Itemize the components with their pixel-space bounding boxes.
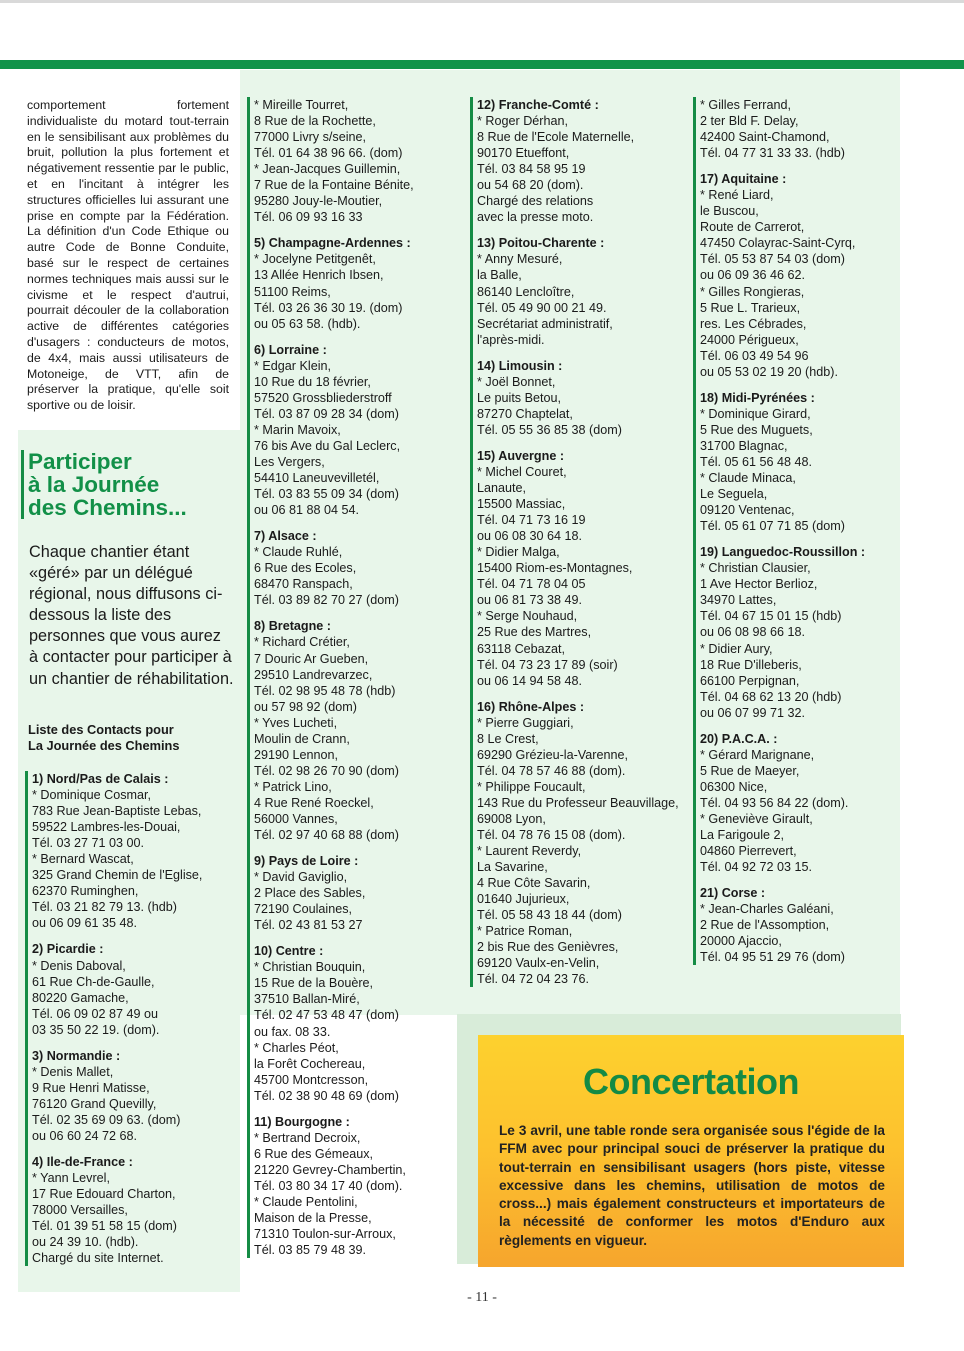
contact-line: 7 Douric Ar Gueben, bbox=[254, 651, 369, 666]
contact-section bbox=[254, 1114, 468, 1258]
contact-line: 2 Rue de l'Assomption, bbox=[700, 918, 830, 933]
contact-line: ou 06 08 98 66 18. bbox=[700, 625, 806, 640]
contact-line: Tél. 04 78 57 46 88 (dom). bbox=[477, 763, 626, 778]
contact-line: * Edgar Klein, bbox=[254, 358, 332, 373]
contact-line: ou 06 81 73 38 49. bbox=[477, 593, 583, 608]
contact-line: Tél. 03 80 34 17 40 (dom). bbox=[254, 1178, 403, 1193]
region-heading: 17) Aquitaine : bbox=[700, 172, 787, 187]
contact-section bbox=[254, 618, 468, 843]
contact-line: 5 Rue des Muguets, bbox=[700, 422, 813, 437]
contact-line: La Farigoule 2, bbox=[700, 828, 785, 843]
contact-line: Tél. 05 55 36 85 38 (dom) bbox=[477, 422, 622, 437]
contact-line: 62370 Ruminghen, bbox=[32, 884, 139, 899]
contact-line: Tél. 03 89 82 70 27 (dom) bbox=[254, 593, 399, 608]
region-heading: 2) Picardie : bbox=[32, 942, 104, 957]
contacts-column-4 bbox=[693, 97, 905, 965]
contact-line: * Claude Pentolini, bbox=[254, 1195, 358, 1209]
region-heading: 12) Franche-Comté : bbox=[477, 98, 599, 112]
contact-line: ou 06 08 30 64 18. bbox=[477, 529, 583, 544]
contact-section bbox=[477, 448, 692, 689]
contact-line: * Didier Malga, bbox=[477, 545, 560, 560]
contact-line: 06300 Nice, bbox=[700, 779, 768, 794]
contact-line: le Buscou, bbox=[700, 204, 759, 219]
contact-line: Tél. 03 87 09 28 34 (dom) bbox=[254, 406, 399, 421]
contact-line: * David Gaviglio, bbox=[254, 870, 348, 885]
contact-line: * Joël Bonnet, bbox=[477, 374, 556, 389]
contact-line: Tél. 04 71 73 16 19 bbox=[477, 513, 586, 528]
contact-line: 6 Rue des Gémeaux, bbox=[254, 1146, 374, 1161]
contact-line: * Yves Lucheti, bbox=[254, 715, 338, 730]
contact-line: 13 Allée Henrich Ibsen, bbox=[254, 268, 384, 283]
contact-line: * Roger Dérhan, bbox=[477, 114, 569, 129]
contact-line: 7 Rue de la Fontaine Bénite, bbox=[254, 178, 414, 193]
contact-line: 03 35 50 22 19. (dom). bbox=[32, 1022, 160, 1037]
participer-heading-line: Participer bbox=[28, 449, 132, 474]
concertation-title: Concertation bbox=[582, 1061, 799, 1102]
contact-line: ou 06 09 36 46 62. bbox=[700, 268, 806, 283]
participer-heading-line: à la Journée bbox=[28, 472, 160, 497]
concertation-box bbox=[478, 1035, 904, 1267]
contact-line: Tél. 05 53 87 54 03 (dom) bbox=[700, 252, 845, 267]
contact-section bbox=[477, 358, 692, 438]
region-heading: 20) P.A.C.A. : bbox=[700, 731, 778, 746]
contact-line: 4 Rue Côte Savarin, bbox=[477, 876, 591, 891]
contact-line: Secrétariat administratif, bbox=[477, 316, 613, 331]
contacts-list-title-line: Liste des Contacts pour bbox=[28, 722, 174, 737]
contact-line: * Charles Péot, bbox=[254, 1040, 339, 1055]
contact-line: 86140 Lencloître, bbox=[477, 284, 575, 299]
contact-line: 25 Rue des Martres, bbox=[477, 625, 592, 640]
contact-line: 8 Rue de la Rochette, bbox=[254, 114, 376, 129]
contact-line: * Anny Mesuré, bbox=[477, 252, 563, 267]
contact-section bbox=[254, 943, 468, 1103]
contacts-column-1 bbox=[25, 771, 242, 1266]
contact-section bbox=[32, 941, 242, 1037]
contact-line: 47450 Colayrac-Saint-Cyrq, bbox=[700, 236, 856, 251]
contact-line: 4 Rue René Roeckel, bbox=[254, 795, 374, 810]
contact-line: la Balle, bbox=[477, 268, 522, 283]
contact-line: ou 54 68 20 (dom). bbox=[477, 178, 584, 193]
region-heading: 5) Champagne-Ardennes : bbox=[254, 236, 411, 251]
contact-line: ou 57 98 92 (dom) bbox=[254, 699, 357, 714]
contact-line: Tél. 01 64 38 96 66. (dom) bbox=[254, 146, 403, 161]
region-heading: 16) Rhône-Alpes : bbox=[477, 699, 585, 714]
contact-line: 87270 Chaptelat, bbox=[477, 406, 573, 421]
contact-section bbox=[254, 528, 468, 608]
contact-section bbox=[32, 1154, 242, 1266]
contact-line: ou 05 63 58. (hdb). bbox=[254, 316, 361, 331]
contact-section bbox=[254, 235, 468, 331]
contact-line: 90170 Etueffont, bbox=[477, 146, 570, 161]
contact-line: 61 Rue Ch-de-Gaulle, bbox=[32, 974, 155, 989]
contact-line: * Dominique Cosmar, bbox=[32, 788, 151, 803]
contact-line: 51100 Reims, bbox=[254, 284, 331, 299]
contact-line: 69120 Vaulx-en-Velin, bbox=[477, 956, 600, 971]
contact-line: * Marin Mavoix, bbox=[254, 422, 341, 437]
contact-section bbox=[700, 731, 905, 875]
contact-line: * Jean-Jacques Guillemin, bbox=[254, 162, 401, 177]
contact-line: 15 Rue de la Bouère, bbox=[254, 976, 374, 991]
contact-section bbox=[32, 771, 242, 931]
contacts-list-title bbox=[28, 722, 228, 754]
contact-line: * Gilles Rongieras, bbox=[700, 284, 805, 299]
contact-line: 783 Rue Jean-Baptiste Lebas, bbox=[32, 804, 202, 819]
contact-line: ou 24 39 10. (hdb). bbox=[32, 1235, 139, 1250]
region-heading: 8) Bretagne : bbox=[254, 619, 331, 634]
contact-line: 56000 Vannes, bbox=[254, 811, 338, 826]
region-heading: 15) Auvergne : bbox=[477, 448, 565, 463]
contact-line: l'après-midi. bbox=[477, 332, 545, 347]
contact-section bbox=[254, 853, 468, 933]
contact-line: 10 Rue du 18 février, bbox=[254, 374, 371, 389]
contact-line: Les Vergers, bbox=[254, 454, 325, 469]
region-heading: 7) Alsace : bbox=[254, 529, 317, 544]
contact-line: 95280 Jouy-le-Moutier, bbox=[254, 194, 383, 209]
contact-line: * Patrick Lino, bbox=[254, 779, 332, 794]
contact-line: 77000 Livry s/seine, bbox=[254, 130, 367, 145]
contact-line: 54410 Laneuvevilletél, bbox=[254, 471, 380, 486]
contact-line: Tél. 02 98 95 48 78 (hdb) bbox=[254, 683, 396, 698]
contact-line: ou fax. 08 33. bbox=[254, 1024, 331, 1039]
contact-section bbox=[32, 1048, 242, 1144]
contact-line: Tél. 04 67 15 01 15 (hdb) bbox=[700, 609, 842, 624]
contact-line: 68470 Ranspach, bbox=[254, 577, 353, 592]
contact-line: * Christian Bouquin, bbox=[254, 960, 366, 975]
contact-line: * Dominique Girard, bbox=[700, 406, 811, 421]
contact-line: 01640 Jujurieux, bbox=[477, 892, 570, 907]
contact-line: * Patrice Roman, bbox=[477, 924, 573, 939]
contact-line: * Mireille Tourret, bbox=[254, 98, 349, 112]
region-heading: 1) Nord/Pas de Calais : bbox=[32, 772, 169, 786]
contact-line: * Laurent Reverdy, bbox=[477, 844, 582, 859]
contact-line: ou 06 14 94 58 48. bbox=[477, 673, 583, 688]
contact-line: 29190 Lennon, bbox=[254, 747, 339, 762]
contact-line: 5 Rue L. Trarieux, bbox=[700, 300, 801, 315]
contact-line: Tél. 02 38 90 48 69 (dom) bbox=[254, 1088, 399, 1103]
contact-line: Tél. 02 47 53 48 47 (dom) bbox=[254, 1008, 399, 1023]
contact-line: la Forêt Cochereau, bbox=[254, 1056, 366, 1071]
contact-line: 76120 Grand Quevilly, bbox=[32, 1096, 157, 1111]
contact-line: Tél. 04 68 62 13 20 (hdb) bbox=[700, 689, 842, 704]
contact-line: 9 Rue Henri Matisse, bbox=[32, 1080, 150, 1095]
contact-line: 37510 Ballan-Miré, bbox=[254, 992, 360, 1007]
contact-section bbox=[700, 171, 905, 380]
contact-line: Tél. 02 97 40 68 88 (dom) bbox=[254, 828, 399, 843]
contact-line: 04860 Pierrevert, bbox=[700, 844, 797, 859]
top-green-bar bbox=[0, 60, 964, 69]
contact-line: 1 Ave Hector Berlioz, bbox=[700, 577, 818, 592]
participer-body: Chaque chantier étant «géré» par un délégué régional, nous diffusons ci-dessous la liste des personnes que vous aurez à contacter pour participer à un chantier de réhabilitation. bbox=[29, 543, 234, 688]
contact-line: Tél. 03 27 71 03 00. bbox=[32, 836, 145, 851]
contact-line: 42400 Saint-Chamond, bbox=[700, 130, 830, 145]
contact-line: * Claude Ruhlé, bbox=[254, 545, 343, 560]
contact-line: 29510 Landrevarzec, bbox=[254, 667, 373, 682]
contact-section bbox=[477, 97, 692, 225]
contact-line: ou 06 60 24 72 68. bbox=[32, 1128, 138, 1143]
contact-line: 71310 Toulon-sur-Arroux, bbox=[254, 1227, 396, 1242]
region-heading: 9) Pays de Loire : bbox=[254, 854, 359, 869]
contact-line: Tél. 01 39 51 58 15 (dom) bbox=[32, 1219, 177, 1234]
contact-line: 8 Rue de l'Ecole Maternelle, bbox=[477, 130, 635, 145]
contact-line: 15400 Riom-es-Montagnes, bbox=[477, 561, 633, 576]
contact-line: 143 Rue du Professeur Beauvillage, bbox=[477, 795, 679, 810]
contact-line: ou 06 81 88 04 54. bbox=[254, 503, 360, 518]
contact-line: 09120 Ventenac, bbox=[700, 503, 795, 518]
contact-line: 20000 Ajaccio, bbox=[700, 934, 782, 949]
contact-line: Tél. 04 95 51 29 76 (dom) bbox=[700, 950, 845, 965]
contact-line: Tél. 05 58 43 18 44 (dom) bbox=[477, 908, 622, 923]
contact-line: 6 Rue des Ecoles, bbox=[254, 561, 357, 576]
contact-line: Tél. 04 72 04 23 76. bbox=[477, 972, 590, 987]
contact-line: Route de Carrerot, bbox=[700, 220, 805, 235]
contact-line: 63118 Cebazat, bbox=[477, 641, 565, 656]
contact-line: Tél. 06 09 93 16 33 bbox=[254, 210, 363, 225]
contact-line: 325 Grand Chemin de l'Eglise, bbox=[32, 868, 203, 883]
region-heading: 11) Bourgogne : bbox=[254, 1114, 350, 1129]
contact-line: * Geneviève Girault, bbox=[700, 811, 813, 826]
contact-line: Le Seguela, bbox=[700, 487, 768, 502]
contact-line: ou 06 09 61 35 48. bbox=[32, 916, 138, 931]
contact-line: Tél. 03 83 55 09 34 (dom) bbox=[254, 487, 399, 502]
region-heading: 4) Ile-de-France : bbox=[32, 1155, 133, 1170]
contact-line: 69290 Grézieu-la-Varenne, bbox=[477, 747, 628, 762]
contact-line: 76 bis Ave du Gal Leclerc, bbox=[254, 438, 401, 453]
contact-line: 5 Rue de Maeyer, bbox=[700, 763, 800, 778]
contact-line: 8 Le Crest, bbox=[477, 731, 539, 746]
contact-section bbox=[254, 342, 468, 519]
contact-section bbox=[700, 544, 905, 721]
contact-line: res. Les Cébrades, bbox=[700, 316, 807, 331]
contact-line: Tél. 03 84 58 95 19 bbox=[477, 162, 586, 177]
region-heading: 19) Languedoc-Roussillon : bbox=[700, 545, 866, 560]
contact-section bbox=[700, 97, 905, 161]
contact-line: 2 ter Bld F. Delay, bbox=[700, 114, 799, 129]
contact-line: Tél. 04 78 76 15 08 (dom). bbox=[477, 828, 626, 843]
contact-line: 24000 Périgueux, bbox=[700, 332, 799, 347]
contact-line: 45700 Montcresson, bbox=[254, 1072, 369, 1087]
contact-line: * Claude Minaca, bbox=[700, 471, 796, 486]
contact-line: La Savarine, bbox=[477, 860, 548, 875]
contact-line: Le puits Betou, bbox=[477, 390, 562, 405]
contact-line: Tél. 04 93 56 84 22 (dom). bbox=[700, 795, 849, 810]
top-edge-line bbox=[0, 0, 964, 3]
region-heading: 13) Poitou-Charente : bbox=[477, 236, 605, 251]
contact-line: 69008 Lyon, bbox=[477, 811, 546, 826]
contact-line: avec la presse moto. bbox=[477, 210, 594, 225]
contact-line: 17 Rue Edouard Charton, bbox=[32, 1187, 176, 1202]
contact-line: * Philippe Foucault, bbox=[477, 779, 586, 794]
contact-line: Tél. 02 35 69 09 63. (dom) bbox=[32, 1112, 181, 1127]
contact-line: Tél. 04 71 78 04 05 bbox=[477, 577, 586, 592]
contact-line: Tél. 06 09 02 87 49 ou bbox=[32, 1006, 159, 1021]
contact-line: 15500 Massiac, bbox=[477, 497, 566, 512]
contacts-list-title-line: La Journée des Chemins bbox=[28, 738, 180, 753]
contact-line: 31700 Blagnac, bbox=[700, 438, 788, 453]
contact-line: * Yann Levrel, bbox=[32, 1171, 110, 1186]
contact-line: 2 Place des Sables, bbox=[254, 886, 366, 901]
contact-line: 57520 Grossbliederstroff bbox=[254, 390, 392, 405]
region-heading: 10) Centre : bbox=[254, 944, 324, 959]
contact-line: ou 06 07 99 71 32. bbox=[700, 705, 806, 720]
region-heading: 18) Midi-Pyrénées : bbox=[700, 390, 815, 405]
contact-line: * Richard Crétier, bbox=[254, 635, 350, 650]
contact-line: Tél. 06 03 49 54 96 bbox=[700, 348, 809, 363]
contact-line: 78000 Versailles, bbox=[32, 1203, 128, 1218]
intro-paragraph: comportement fortement individualiste du motard tout-terrain en le sensibilisant aux problèmes du bruit, pollution la plus fortement et négativement ressentie par le public, et en l'incitant à intégrer les structures officielles lui assurant une prise en compte par la Fédération. La définition d'un Code Ethique ou autre Code de Bonne Conduite, basé sur le respect de certaines normes techniques mais aussi sur le civisme et le respect d'autrui, pourrait découler de la collaboration active de différentes catégories d'usagers : conducteurs de motos, de 4x4, mais aussi utilisateurs de Motoneige, de VTT, afin de préserver la pratique, qu'elle soit sportive ou de loisir. bbox=[27, 98, 229, 413]
page-number: - 11 - bbox=[467, 1290, 497, 1305]
contact-line: 66100 Perpignan, bbox=[700, 673, 800, 688]
contact-line: * Christian Clausier, bbox=[700, 561, 811, 576]
contact-line: Tél. 04 73 23 17 89 (soir) bbox=[477, 657, 618, 672]
contact-line: ou 05 53 02 19 20 (hdb). bbox=[700, 364, 838, 379]
contact-line: Tél. 02 98 26 70 90 (dom) bbox=[254, 763, 399, 778]
contact-section bbox=[700, 885, 905, 965]
contact-line: * Bertrand Decroix, bbox=[254, 1130, 361, 1145]
contact-line: * Gérard Marignane, bbox=[700, 747, 815, 762]
contact-section bbox=[254, 97, 468, 225]
contact-line: * René Liard, bbox=[700, 188, 774, 203]
contact-line: Tél. 03 21 82 79 13. (hdb) bbox=[32, 900, 177, 915]
contact-line: Moulin de Crann, bbox=[254, 731, 350, 746]
contact-line: Tél. 03 26 36 30 19. (dom) bbox=[254, 300, 403, 315]
contact-line: * Didier Aury, bbox=[700, 641, 773, 656]
region-heading: 3) Normandie : bbox=[32, 1048, 121, 1063]
contact-line: Tél. 04 77 31 33 33. (hdb) bbox=[700, 146, 845, 161]
contact-line: 72190 Coulaines, bbox=[254, 902, 353, 917]
concertation-text: Le 3 avril, une table ronde sera organisée sous l'égide de la FFM avec pour principal souci de préserver la pratique du tout-terrain en sensibilisant usagers (hors piste, vitesse excessive dans les chemins, utilisation de motos de cross...) mais également constructeurs et importateurs de la nécessité de conformer les motos d'Enduro aux règlements en vigueur. bbox=[499, 1123, 885, 1248]
participer-heading bbox=[21, 450, 238, 519]
contact-line: Chargé du site Internet. bbox=[32, 1251, 164, 1266]
contact-line: * Denis Mallet, bbox=[32, 1064, 114, 1079]
contact-line: Tél. 04 92 72 03 15. bbox=[700, 860, 813, 875]
contact-line: * Denis Daboval, bbox=[32, 958, 126, 973]
contact-line: 34970 Lattes, bbox=[700, 593, 777, 608]
contact-section bbox=[477, 699, 692, 988]
contact-section bbox=[700, 390, 905, 534]
contact-line: * Gilles Ferrand, bbox=[700, 98, 791, 112]
contact-line: 80220 Gamache, bbox=[32, 990, 129, 1005]
contact-line: Tél. 05 61 56 48 48. bbox=[700, 454, 813, 469]
region-heading: 6) Lorraine : bbox=[254, 342, 327, 357]
contact-line: * Bernard Wascat, bbox=[32, 852, 134, 867]
contacts-column-2 bbox=[247, 97, 468, 1258]
contact-line: * Jocelyne Petitgenêt, bbox=[254, 252, 376, 267]
contact-line: * Serge Nouhaud, bbox=[477, 609, 578, 624]
contact-line: 21220 Gevrey-Chambertin, bbox=[254, 1162, 406, 1177]
contacts-column-3 bbox=[470, 97, 692, 987]
contact-section bbox=[477, 235, 692, 347]
contact-line: * Pierre Guggiari, bbox=[477, 715, 574, 730]
contact-line: 18 Rue D'illeberis, bbox=[700, 657, 802, 672]
contact-line: * Jean-Charles Galéani, bbox=[700, 902, 834, 917]
contact-line: Chargé des relations bbox=[477, 194, 594, 209]
contact-line: 59522 Lambres-les-Douai, bbox=[32, 820, 181, 835]
participer-heading-line: des Chemins... bbox=[28, 495, 187, 520]
contact-line: Tél. 05 49 90 00 21 49. bbox=[477, 300, 607, 315]
region-heading: 21) Corse : bbox=[700, 886, 766, 901]
contact-line: Tél. 03 85 79 48 39. bbox=[254, 1243, 367, 1258]
contact-line: 2 bis Rue des Genièvres, bbox=[477, 940, 619, 955]
contact-line: * Michel Couret, bbox=[477, 464, 567, 479]
contact-line: Tél. 05 61 07 71 85 (dom) bbox=[700, 519, 845, 534]
contact-line: Lanaute, bbox=[477, 481, 527, 496]
contact-line: Tél. 02 43 81 53 27 bbox=[254, 918, 363, 933]
region-heading: 14) Limousin : bbox=[477, 358, 563, 373]
contact-line: Maison de la Presse, bbox=[254, 1211, 372, 1226]
